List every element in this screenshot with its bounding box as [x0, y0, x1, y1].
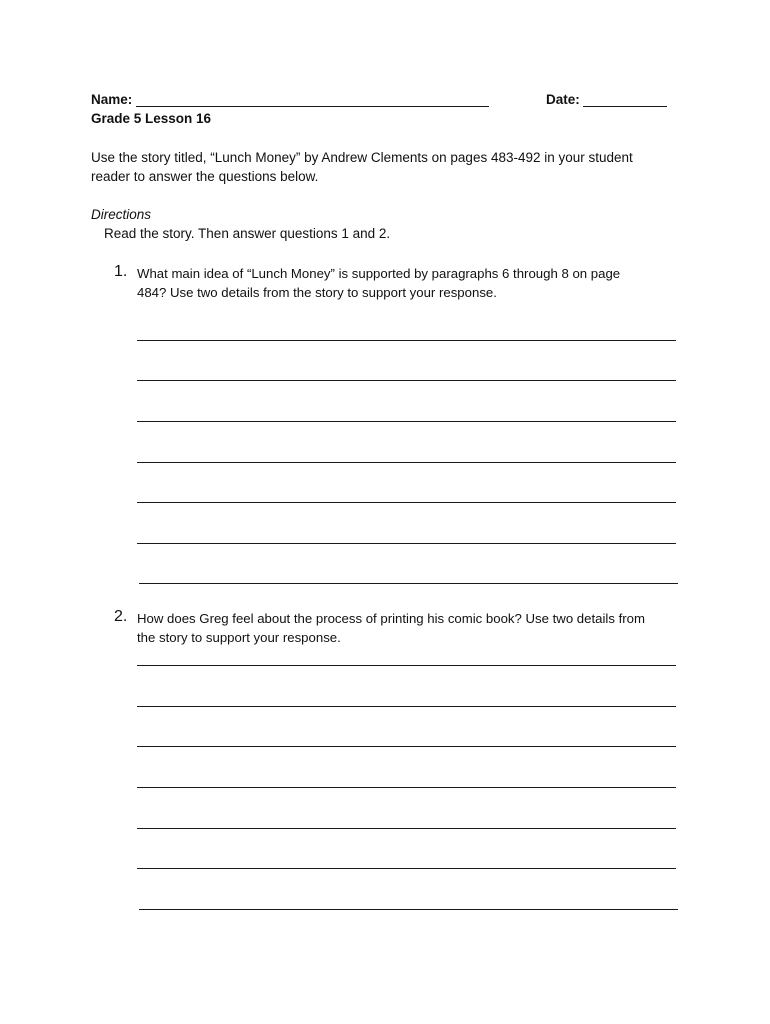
lesson-title: Grade 5 Lesson 16: [91, 111, 212, 126]
answer-line[interactable]: [137, 868, 676, 869]
answer-line[interactable]: [137, 462, 676, 463]
answer-line[interactable]: [137, 502, 676, 503]
answer-line[interactable]: [137, 380, 676, 381]
intro-line-1: Use the story titled, “Lunch Money” by Andrew Clements on pages 483-492 in your student: [91, 150, 633, 165]
question-text-line-1: How does Greg feel about the process of printing his comic book? Use two details from: [137, 611, 645, 626]
name-field-line[interactable]: [136, 106, 489, 107]
answer-line[interactable]: [137, 543, 676, 544]
question-number: 2.: [114, 608, 128, 625]
answer-line[interactable]: [137, 746, 676, 747]
answer-line[interactable]: [137, 340, 676, 341]
question-number: 1.: [114, 263, 128, 280]
name-label: Name:: [91, 92, 133, 107]
answer-line[interactable]: [137, 828, 676, 829]
date-label: Date:: [546, 92, 580, 107]
answer-line[interactable]: [137, 421, 676, 422]
answer-line[interactable]: [139, 583, 678, 584]
question-text-line-1: What main idea of “Lunch Money” is supported by paragraphs 6 through 8 on page: [137, 266, 621, 281]
answer-line[interactable]: [137, 706, 676, 707]
question-text-line-2: the story to support your response.: [137, 630, 341, 645]
directions-heading: Directions: [91, 207, 152, 222]
intro-line-2: reader to answer the questions below.: [91, 169, 319, 184]
answer-line[interactable]: [137, 787, 676, 788]
answer-line[interactable]: [139, 909, 678, 910]
question-text-line-2: 484? Use two details from the story to support your response.: [137, 285, 497, 300]
answer-line[interactable]: [137, 665, 676, 666]
date-field-line[interactable]: [583, 106, 667, 107]
directions-text: Read the story. Then answer questions 1 and 2.: [104, 226, 391, 241]
